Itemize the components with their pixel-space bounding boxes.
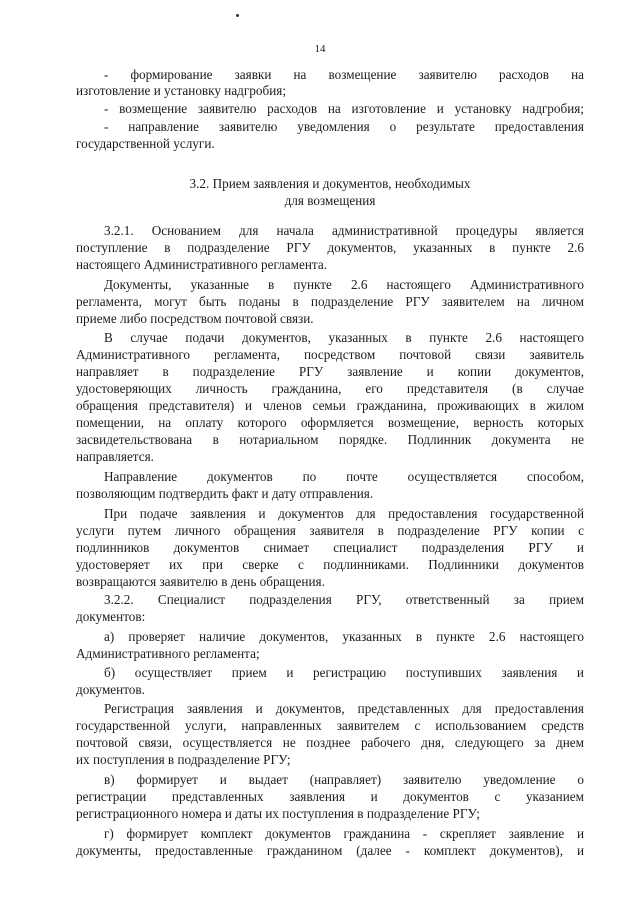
text-line: в) формирует и выдает (направляет) заявителю уведомление о bbox=[104, 772, 584, 787]
text-line: их поступления в подразделение РГУ; bbox=[76, 752, 291, 767]
text-line: Регистрация заявления и документов, представленных для предоставления bbox=[104, 701, 584, 716]
text-line: удостоверяет их при сверке с подлинниками. Подлинники документов bbox=[76, 557, 584, 572]
text-line: 3.2.1. Основанием для начала административной процедуры является bbox=[104, 223, 584, 238]
text-line: подлинников документов снимает специалист подразделения РГУ и bbox=[76, 540, 584, 555]
text-line: государственной услуги. bbox=[76, 136, 215, 151]
text-line: удостоверяющих личность гражданина, его представителя (в случае bbox=[76, 381, 584, 396]
text-line: 3.2.2. Специалист подразделения РГУ, ответственный за прием bbox=[104, 592, 584, 607]
text-line: Документы, указанные в пункте 2.6 настоящего Административного bbox=[104, 277, 584, 292]
text-line: изготовление и установку надгробия; bbox=[76, 83, 286, 98]
section-heading: 3.2. Прием заявления и документов, необходимых bbox=[189, 176, 471, 191]
text-line: направляется. bbox=[76, 449, 154, 464]
text-line: государственной услуги, направленных заявителем с использованием средств bbox=[76, 718, 584, 733]
text-line: - направление заявителю уведомления о результате предоставления bbox=[104, 119, 584, 134]
text-line: обращения представителя) и членов семьи гражданина, проживающих в жилом bbox=[76, 398, 584, 413]
text-line: приеме либо посредством почтовой связи. bbox=[76, 311, 314, 326]
text-line: В случае подачи документов, указанных в пункте 2.6 настоящего bbox=[104, 330, 584, 345]
text-line: позволяющим подтвердить факт и дату отправления. bbox=[76, 486, 374, 501]
text-line: - формирование заявки на возмещение заявителю расходов на bbox=[104, 67, 584, 82]
text-line: - возмещение заявителю расходов на изготовление и установку надгробия; bbox=[104, 101, 584, 116]
section-heading: для возмещения bbox=[284, 193, 376, 208]
text-line: документы, предоставленные гражданином (далее - комплект документов), и bbox=[76, 843, 584, 858]
text-line: Административного регламента, посредством почтовой связи заявитель bbox=[76, 347, 584, 362]
text-line: регистрации представленных заявления и документов с указанием bbox=[76, 789, 584, 804]
text-line: Направление документов по почте осуществляется способом, bbox=[104, 469, 584, 484]
text-line: регламента, могут быть поданы в подразделение РГУ заявителем на личном bbox=[76, 294, 584, 309]
scan-speck bbox=[236, 14, 239, 17]
text-line: услуги путем личного обращения заявителя в подразделение РГУ копии с bbox=[76, 523, 584, 538]
text-line: При подаче заявления и документов для предоставления государственной bbox=[104, 506, 584, 521]
text-line: поступление в подразделение РГУ документов, указанных в пункте 2.6 bbox=[76, 240, 584, 255]
text-line: документов: bbox=[76, 609, 146, 624]
text-line: почтовой связи, осуществляется не позднее рабочего дня, следующего за днем bbox=[76, 735, 584, 750]
text-line: Административного регламента; bbox=[76, 646, 260, 661]
text-line: а) проверяет наличие документов, указанных в пункте 2.6 настоящего bbox=[104, 629, 584, 644]
text-line: документов. bbox=[76, 682, 145, 697]
text-line: помещении, на оплату которого оформляется возмещение, верность которых bbox=[76, 415, 584, 430]
text-line: настоящего Административного регламента. bbox=[76, 257, 327, 272]
page-number: 14 bbox=[314, 43, 326, 55]
text-line: г) формирует комплект документов гражданина - скрепляет заявление и bbox=[104, 826, 584, 841]
text-line: б) осуществляет прием и регистрацию поступивших заявления и bbox=[104, 665, 584, 680]
text-line: возвращаются заявителю в день обращения. bbox=[76, 574, 325, 589]
text-line: направляет в подразделение РГУ заявление и копии документов, bbox=[76, 364, 584, 379]
text-line: регистрационного номера и даты их поступления в подразделение РГУ; bbox=[76, 806, 480, 821]
text-line: засвидетельствована в нотариальном порядке. Подлинник документа не bbox=[76, 432, 584, 447]
